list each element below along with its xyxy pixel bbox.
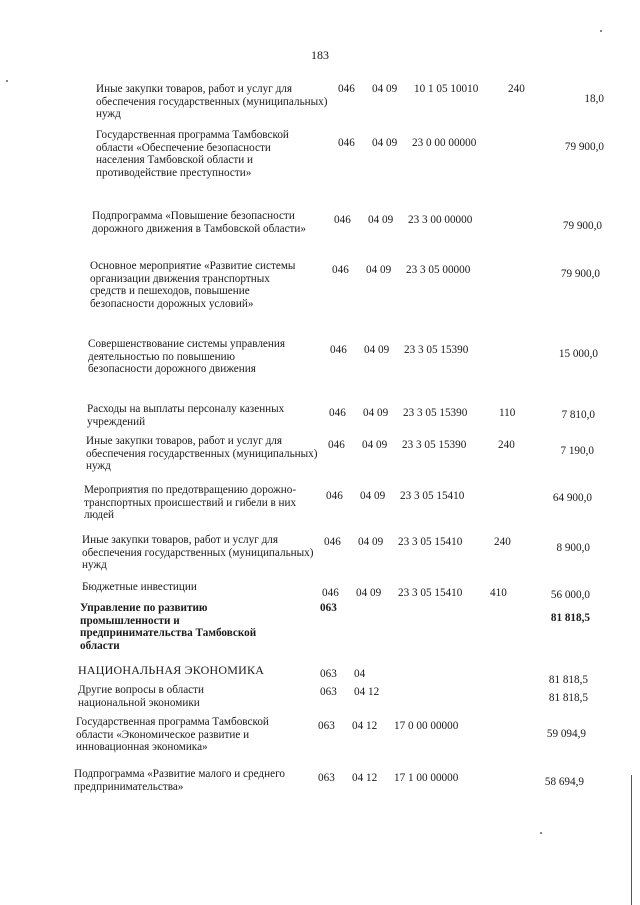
amount: 81 818,5 (548, 674, 588, 686)
expense-type-code: 240 (508, 83, 525, 95)
section-code: 04 09 (372, 137, 398, 149)
ministry-code: 046 (338, 83, 355, 95)
amount: 7 190,0 (560, 445, 594, 457)
ministry-code: 046 (328, 439, 345, 451)
section-code: 04 09 (358, 536, 384, 548)
ministry-code: 046 (338, 137, 355, 149)
amount: 56 000,0 (550, 589, 590, 601)
section-code: 04 09 (368, 214, 394, 226)
row-name: Подпрограмма «Повышение безопасности дорожного движения в Тамбовской области» (92, 210, 307, 235)
row-name: Государственная программа Тамбовской области «Обеспечение безопасности населения Тамбовской области и противодействие преступности» (96, 129, 289, 179)
ministry-code: 046 (326, 490, 343, 502)
row-name: Иные закупки товаров, работ и услуг для обеспечения государственных (муниципальных) нужд (86, 435, 318, 473)
scan-edge-mark (631, 775, 632, 905)
ministry-code: 046 (330, 344, 347, 356)
target-code: 10 1 05 10010 (414, 83, 479, 95)
target-code: 23 3 05 15410 (398, 587, 463, 599)
amount: 81 818,5 (550, 612, 590, 624)
target-code: 23 3 05 15390 (403, 407, 468, 419)
amount: 7 810,0 (561, 409, 595, 421)
row-name: НАЦИОНАЛЬНАЯ ЭКОНОМИКА (78, 663, 265, 677)
ministry-code: 046 (322, 587, 339, 599)
row-name: Иные закупки товаров, работ и услуг для обеспечения государственных (муниципальных) нужд (82, 534, 314, 572)
section-code: 04 09 (366, 264, 392, 276)
row-name: Иные закупки товаров, работ и услуг для обеспечения государственных (муниципальных) нужд (96, 83, 328, 121)
target-code: 17 1 00 00000 (394, 772, 459, 784)
section-code: 04 12 (352, 720, 378, 732)
section-code: 04 09 (372, 83, 398, 95)
target-code: 23 3 05 15410 (398, 536, 463, 548)
scan-dust-mark (600, 30, 602, 32)
ministry-code: 046 (334, 214, 351, 226)
amount: 79 900,0 (564, 141, 604, 153)
section-code: 04 09 (356, 587, 382, 599)
page-number: 183 (311, 48, 329, 62)
row-name: Другие вопросы в области национальной экономики (78, 684, 205, 709)
row-name: Бюджетные инвестиции (82, 581, 197, 593)
row-name: Управление по развитию промышленности и предпринимательства Тамбовской области (80, 602, 257, 652)
row-name: Государственная программа Тамбовской области «Экономическое развитие и инновационная экономика» (76, 716, 269, 754)
target-code: 23 3 05 15390 (404, 344, 469, 356)
target-code: 17 0 00 00000 (394, 720, 459, 732)
section-code: 04 12 (354, 686, 380, 698)
target-code: 23 0 00 00000 (412, 137, 477, 149)
expense-type-code: 110 (499, 407, 516, 419)
expense-type-code: 410 (490, 587, 507, 599)
section-code: 04 09 (364, 344, 390, 356)
expense-type-code: 240 (494, 536, 511, 548)
ministry-code: 063 (320, 602, 337, 614)
target-code: 23 3 00 00000 (408, 214, 473, 226)
scan-dust-mark (540, 832, 542, 834)
section-code: 04 09 (363, 407, 389, 419)
row-name: Расходы на выплаты персоналу казенных учреждений (87, 403, 285, 428)
target-code: 23 3 05 00000 (406, 264, 471, 276)
ministry-code: 046 (332, 264, 349, 276)
row-name: Мероприятия по предотвращению дорожно-транспортных происшествий и гибели в них людей (84, 484, 297, 522)
ministry-code: 063 (320, 668, 337, 680)
ministry-code: 063 (318, 772, 335, 784)
amount: 64 900,0 (552, 492, 592, 504)
amount: 59 094,9 (546, 728, 586, 740)
amount: 58 694,9 (544, 776, 584, 788)
amount: 81 818,5 (548, 692, 588, 704)
section-code: 04 12 (352, 772, 378, 784)
amount: 18,0 (584, 93, 604, 105)
ministry-code: 046 (329, 407, 346, 419)
row-name: Основное мероприятие «Развитие системы организации движения транспортных средств и пешеходов, повышение безопасности дорожных условий» (90, 260, 296, 310)
amount: 79 900,0 (562, 220, 602, 232)
amount: 79 900,0 (560, 268, 600, 280)
row-name: Подпрограмма «Развитие малого и среднего предпринимательства» (74, 768, 285, 793)
amount: 8 900,0 (556, 542, 590, 554)
section-code: 04 09 (360, 490, 386, 502)
scan-dust-mark (6, 80, 8, 82)
amount: 15 000,0 (558, 348, 598, 360)
expense-type-code: 240 (498, 439, 515, 451)
ministry-code: 046 (324, 536, 341, 548)
row-name: Совершенствование системы управления деятельностью по повышению безопасности дорожного движения (88, 338, 285, 376)
section-code: 04 (354, 668, 366, 680)
section-code: 04 09 (362, 439, 388, 451)
ministry-code: 063 (320, 686, 337, 698)
target-code: 23 3 05 15410 (400, 490, 465, 502)
ministry-code: 063 (318, 720, 335, 732)
target-code: 23 3 05 15390 (402, 439, 467, 451)
